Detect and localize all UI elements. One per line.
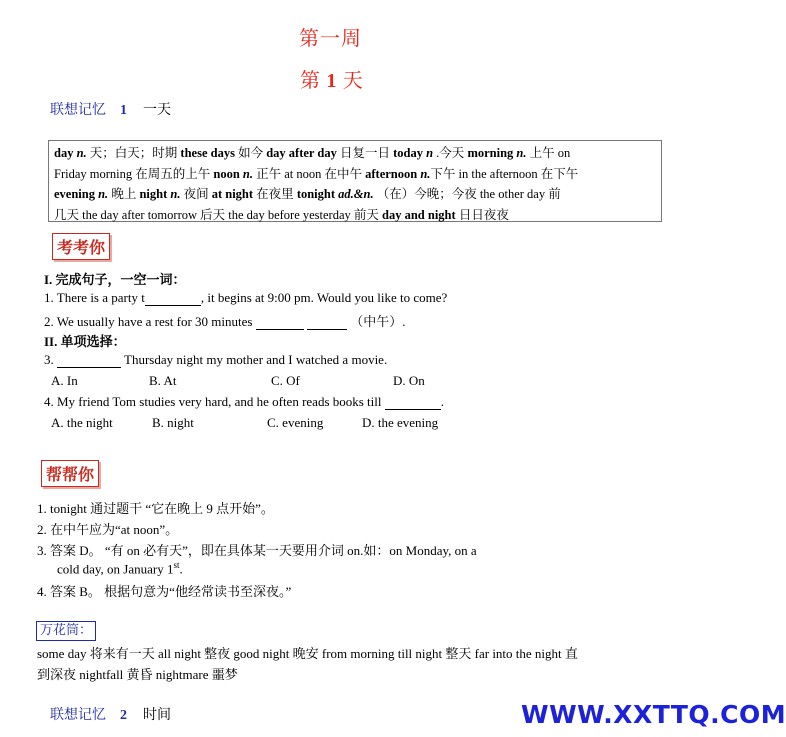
option[interactable]: A. the night bbox=[51, 415, 113, 430]
section-heading-1 bbox=[50, 99, 171, 119]
section-topic: 一天 bbox=[143, 102, 171, 118]
section-number: 1 bbox=[120, 103, 127, 118]
answer-3: 3. 答案 D。 “有 on 必有天”，即在具体某一天要用介词 on.如：on Monday, on a bbox=[37, 543, 477, 558]
vocab-text: 上午 on bbox=[526, 146, 571, 160]
vocab-text: 如今 bbox=[234, 146, 267, 160]
question-3-end: Thursday night my mother and I watched a movie. bbox=[121, 352, 388, 367]
vocab-line bbox=[54, 184, 656, 205]
answer-blank[interactable] bbox=[57, 354, 121, 368]
vocab-term: night bbox=[139, 187, 168, 201]
day-title-prefix: 第 bbox=[300, 68, 320, 92]
answer-blank[interactable] bbox=[145, 292, 201, 306]
vocab-term: day and night bbox=[382, 207, 456, 222]
vocab-text: 夜间 bbox=[180, 187, 212, 201]
question-3 bbox=[44, 352, 387, 368]
section-label: 联想记忆 bbox=[50, 102, 106, 118]
option[interactable]: A. In bbox=[51, 373, 78, 388]
question-3-start: 3. bbox=[44, 352, 57, 367]
vocab-term: today bbox=[393, 146, 423, 160]
vocab-text: 晚上 bbox=[108, 187, 140, 201]
answer-4: 4. 答案 B。 根据句意为“他经常读书至深夜。” bbox=[37, 584, 292, 599]
vocab-term: afternoon bbox=[365, 166, 418, 181]
vocab-term: tonight bbox=[296, 187, 336, 201]
vocab-term: day after day bbox=[266, 146, 337, 160]
vocab-text: 下午 in the afternoon 在下午 bbox=[430, 166, 579, 181]
option[interactable]: B. night bbox=[152, 415, 194, 430]
question-4 bbox=[44, 394, 444, 410]
vocab-text: 日复一日 bbox=[336, 146, 394, 160]
vocab-line bbox=[54, 205, 656, 226]
question-4-end: . bbox=[440, 394, 445, 409]
question-1-start: 1. There is a party t bbox=[44, 290, 145, 305]
answer-blank[interactable] bbox=[307, 316, 347, 330]
answer-blank[interactable] bbox=[385, 396, 441, 410]
part-two-heading: II. 单项选择： bbox=[44, 334, 126, 349]
option[interactable]: D. On bbox=[393, 373, 425, 388]
vocab-term: evening bbox=[54, 187, 95, 201]
part-of-speech: n. bbox=[73, 146, 87, 160]
week-title: 第一周 bbox=[299, 26, 362, 50]
vocab-term: day bbox=[54, 146, 74, 160]
section-heading-2 bbox=[50, 704, 171, 724]
answer-blank[interactable] bbox=[256, 316, 304, 330]
vocab-term: at night bbox=[211, 187, 254, 201]
question-4-start: 4. My friend Tom studies very hard, and he often reads books till bbox=[44, 394, 385, 409]
test-label: 考考你 bbox=[52, 233, 110, 260]
vocab-text: （在）今晚；今夜 the other day 前 bbox=[373, 187, 561, 201]
vocabulary-box bbox=[48, 140, 662, 222]
day-title-suffix: 天 bbox=[342, 68, 363, 92]
answer-3-date: cold day, on January 1 bbox=[57, 561, 174, 577]
option[interactable]: B. At bbox=[149, 373, 177, 388]
site-watermark[interactable]: WWW.XXTTQ.COM bbox=[521, 700, 786, 729]
vocab-text: .今天 bbox=[433, 146, 468, 160]
part-of-speech: n. bbox=[94, 187, 109, 201]
option[interactable]: C. Of bbox=[271, 373, 300, 388]
vocab-term: these days bbox=[180, 146, 235, 160]
answer-1: 1. tonight 通过题干 “它在晚上 9 点开始”。 bbox=[37, 501, 274, 516]
option[interactable]: C. evening bbox=[267, 415, 324, 430]
part-of-speech: n. bbox=[167, 187, 181, 201]
question-2-start: 2. We usually have a rest for 30 minutes bbox=[44, 314, 256, 329]
kaleidoscope-line-2: 到深夜 nightfall 黄昏 nightmare 噩梦 bbox=[37, 667, 238, 682]
vocab-text: Friday morning 在周五的上午 bbox=[54, 166, 214, 181]
part-of-speech: n. bbox=[239, 166, 253, 181]
answer-3-continued bbox=[57, 560, 183, 577]
question-2 bbox=[44, 311, 406, 330]
vocab-text: 正午 at noon 在中午 bbox=[252, 166, 366, 181]
part-one-heading: I. 完成句子，一空一词： bbox=[44, 272, 186, 287]
option[interactable]: D. the evening bbox=[362, 415, 439, 430]
part-of-speech: n. bbox=[513, 146, 527, 160]
section-label: 联想记忆 bbox=[50, 707, 106, 723]
day-title bbox=[300, 64, 363, 93]
day-title-number: 1 bbox=[326, 70, 337, 92]
answer-2: 2. 在中午应为“at noon”。 bbox=[37, 522, 179, 537]
part-of-speech: n. bbox=[417, 166, 431, 181]
answer-3-suffix: st bbox=[173, 560, 180, 570]
vocab-term: morning bbox=[467, 146, 514, 160]
vocab-text: 在夜里 bbox=[253, 187, 297, 201]
vocab-term: noon bbox=[213, 166, 240, 181]
question-2-end: （中午）. bbox=[350, 314, 406, 329]
question-1 bbox=[44, 290, 447, 306]
part-of-speech: ad.&n. bbox=[335, 187, 374, 201]
help-label: 帮帮你 bbox=[41, 460, 99, 487]
part-of-speech: n bbox=[422, 146, 434, 160]
answer-3-end: . bbox=[179, 561, 183, 577]
vocab-line bbox=[54, 164, 656, 185]
kaleidoscope-line-1: some day 将来有一天 all night 整夜 good night 晚安 from morning till night 整天 far into the night 直 bbox=[37, 646, 578, 661]
kaleidoscope-label: 万花筒： bbox=[36, 621, 96, 641]
vocab-text: 天；白天；时期 bbox=[86, 146, 181, 160]
question-1-end: , it begins at 9:00 pm. Would you like to come? bbox=[200, 290, 448, 305]
vocab-text: 几天 the day after tomorrow 后天 the day before yesterday 前天 bbox=[54, 207, 383, 222]
section-topic: 时间 bbox=[143, 707, 171, 723]
vocab-line bbox=[54, 143, 656, 164]
section-number: 2 bbox=[120, 708, 127, 723]
vocab-text: 日日夜夜 bbox=[455, 207, 509, 222]
